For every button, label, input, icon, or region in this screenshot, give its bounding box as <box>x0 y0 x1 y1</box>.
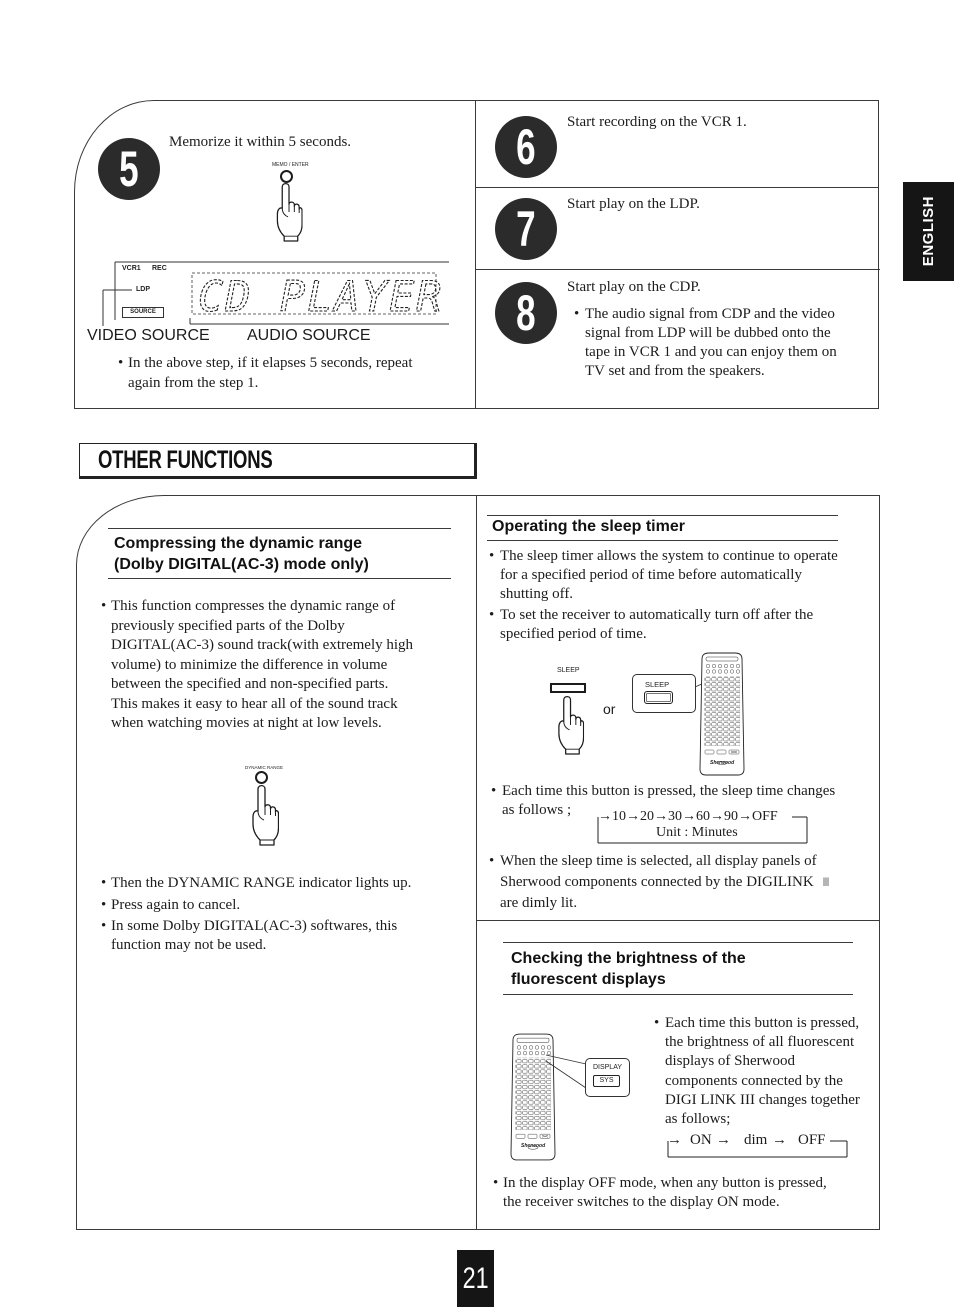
note-line: TV set and from the speakers. <box>585 363 765 379</box>
callout-sleep-button <box>644 691 673 704</box>
setup-line: To set the receiver to automatically turn off after the <box>500 607 814 623</box>
bullet-glyph: • <box>101 875 107 891</box>
sleep-brightness-divider <box>476 920 879 921</box>
heading-rule-bottom <box>487 540 838 541</box>
heading-rule-top <box>108 528 451 529</box>
intro-line: This function compresses the dynamic range of <box>111 598 396 614</box>
intro-line: volume) to minimize the difference in volume <box>111 656 388 673</box>
bullet-glyph: • <box>101 897 107 913</box>
sleep-button-illustration <box>550 683 586 693</box>
callout-connector <box>540 1050 588 1095</box>
note-line: The audio signal from CDP and the video <box>585 306 835 322</box>
step7-divider <box>475 269 880 270</box>
functions-column-divider <box>476 495 477 1229</box>
step-number: 5 <box>119 141 139 197</box>
dim-note-line <box>500 872 833 893</box>
step-number: 8 <box>516 285 536 341</box>
cycle-note-line: DIGI LINK III changes together <box>665 1091 860 1108</box>
note-line: signal from LDP will be dubbed onto the <box>585 325 831 341</box>
cycle-note-line: as follows ; <box>502 802 572 818</box>
cycle-arrow: → <box>667 1132 682 1148</box>
section-title-box <box>79 443 477 479</box>
pointing-hand-icon <box>276 182 303 242</box>
intro-line: DIGITAL(AC-3) sound track(with extremely high <box>111 637 414 653</box>
heading-rule-bottom <box>108 578 451 579</box>
off-mode-line: In the display OFF mode, when any button is pressed, <box>503 1175 827 1191</box>
heading-line: (Dolby DIGITAL(AC-3) mode only) <box>114 556 369 573</box>
dynamic-range-heading <box>114 533 369 575</box>
heading-rule-top <box>487 515 838 516</box>
intro-line: between the specified and non-specified parts. <box>111 676 389 692</box>
heading-rule-top <box>503 942 853 943</box>
off-mode-line: the receiver switches to the display ON mode. <box>503 1194 780 1210</box>
bullet-glyph: • <box>489 548 495 564</box>
cycle-dim: dim <box>744 1132 768 1148</box>
cycle-off: OFF <box>798 1132 826 1148</box>
heading-line: Compressing the dynamic range <box>114 535 363 552</box>
dynamic-range-button-illustration <box>255 771 268 784</box>
language-tab-label: ENGLISH <box>920 196 937 267</box>
cycle-on: ON <box>690 1132 712 1148</box>
step-6-badge <box>495 116 557 178</box>
step-number: 6 <box>516 119 536 175</box>
dynamic-range-button-label: DYNAMIC RANGE <box>245 765 284 770</box>
pointing-hand-icon <box>557 695 585 755</box>
bullet-glyph: • <box>118 355 124 371</box>
heading-rule-bottom <box>503 994 853 995</box>
callout-display-label: DISPLAY <box>592 1064 623 1071</box>
bullet-glyph: • <box>574 306 580 322</box>
bullet-glyph: • <box>491 783 497 799</box>
sleep-timer-heading: Operating the sleep timer <box>492 518 685 535</box>
sleep-callout <box>632 674 696 713</box>
step-8-badge <box>495 282 557 344</box>
ldp-indicator: LDP <box>136 286 150 293</box>
steps-column-divider <box>475 100 476 408</box>
intro-line: for a specified period of time before automatically <box>500 567 802 583</box>
note-line: tape in VCR 1 and you can enjoy them on <box>585 344 837 360</box>
audio-source-label: AUDIO SOURCE <box>247 327 371 344</box>
language-tab <box>903 182 954 281</box>
intro-line: This makes it easy to hear all of the sound track <box>111 695 398 712</box>
cycle-arrow: → <box>716 1132 731 1148</box>
step6-instruction: Start recording on the VCR 1. <box>567 114 747 130</box>
sleep-cycle-sequence: →10→20→30→60→90→OFF <box>598 809 778 824</box>
step7-instruction: Start play on the LDP. <box>567 196 700 212</box>
sleep-cycle-unit: Unit : Minutes <box>656 825 738 840</box>
note-line: function may not be used. <box>111 937 267 953</box>
callout-sys-button: SYS <box>593 1075 620 1087</box>
source-indicator: SOURCE <box>122 307 164 318</box>
step-number: 7 <box>516 201 536 257</box>
section-title: OTHER FUNCTIONS <box>98 446 273 474</box>
digilink-mark: III <box>823 875 830 889</box>
remote-control-illustration <box>698 652 746 776</box>
cycle-note-line: Each time this button is pressed, <box>665 1015 860 1031</box>
bullet-glyph: • <box>489 607 495 623</box>
bullet-glyph: • <box>101 598 107 614</box>
note-line: In the above step, if it elapses 5 seconds, repeat <box>128 355 413 371</box>
dim-note-text: Sherwood components connected by the DIGILINK <box>500 874 814 890</box>
setup-line: specified period of time. <box>500 626 647 642</box>
remote-logo: Sherwood <box>521 1143 546 1149</box>
display-callout <box>585 1058 630 1097</box>
page-number-box <box>457 1250 494 1307</box>
step5-instruction: Memorize it within 5 seconds. <box>169 134 352 150</box>
cycle-note-line: as follows; <box>665 1111 731 1128</box>
cycle-note-line: displays of Sherwood <box>665 1053 795 1070</box>
bullet-glyph: • <box>493 1175 499 1191</box>
note-line: again from the step 1. <box>128 375 259 391</box>
brightness-heading <box>511 948 746 990</box>
cycle-note-line: the brightness of all fluorescent <box>665 1034 855 1051</box>
heading-line: fluorescent displays <box>511 971 666 988</box>
note-line: Press again to cancel. <box>111 897 241 913</box>
page-number: 21 <box>462 1261 489 1295</box>
cycle-note-line: Each time this button is pressed, the sleep time changes <box>502 783 836 799</box>
display-readout: CD PLAYER <box>198 272 444 321</box>
video-source-label: VIDEO SOURCE <box>87 327 210 344</box>
intro-line: previously specified parts of the Dolby <box>111 617 345 634</box>
bullet-glyph: • <box>101 918 107 934</box>
note-line: In some Dolby DIGITAL(AC-3) softwares, this <box>111 918 398 934</box>
intro-line: The sleep timer allows the system to continue to operate <box>500 548 838 564</box>
step-7-badge <box>495 198 557 260</box>
cycle-note-line: components connected by the <box>665 1072 843 1089</box>
step-5-badge <box>98 138 160 200</box>
step6-divider <box>475 187 878 188</box>
note-line: Then the DYNAMIC RANGE indicator lights up. <box>111 875 412 891</box>
callout-sleep-label: SLEEP <box>645 680 670 689</box>
vcr1-indicator: VCR1 <box>122 265 141 272</box>
intro-line: shutting off. <box>500 586 574 602</box>
or-label: or <box>603 701 616 717</box>
cycle-arrow: → <box>772 1132 787 1148</box>
step8-instruction: Start play on the CDP. <box>567 279 701 295</box>
dim-note-line: When the sleep time is selected, all display panels of <box>500 853 817 869</box>
bullet-glyph: • <box>654 1015 660 1031</box>
memo-enter-label: MEMO / ENTER <box>272 162 309 168</box>
bullet-glyph: • <box>489 853 495 869</box>
dim-note-line: are dimly lit. <box>500 895 578 911</box>
remote-logo: Sherwood <box>710 760 735 766</box>
sleep-button-label: SLEEP <box>557 667 580 674</box>
rec-indicator: REC <box>152 265 167 272</box>
pointing-hand-icon <box>252 784 279 846</box>
heading-line: Checking the brightness of the <box>511 950 746 967</box>
intro-line: when watching movies at night at low levels. <box>111 715 382 731</box>
